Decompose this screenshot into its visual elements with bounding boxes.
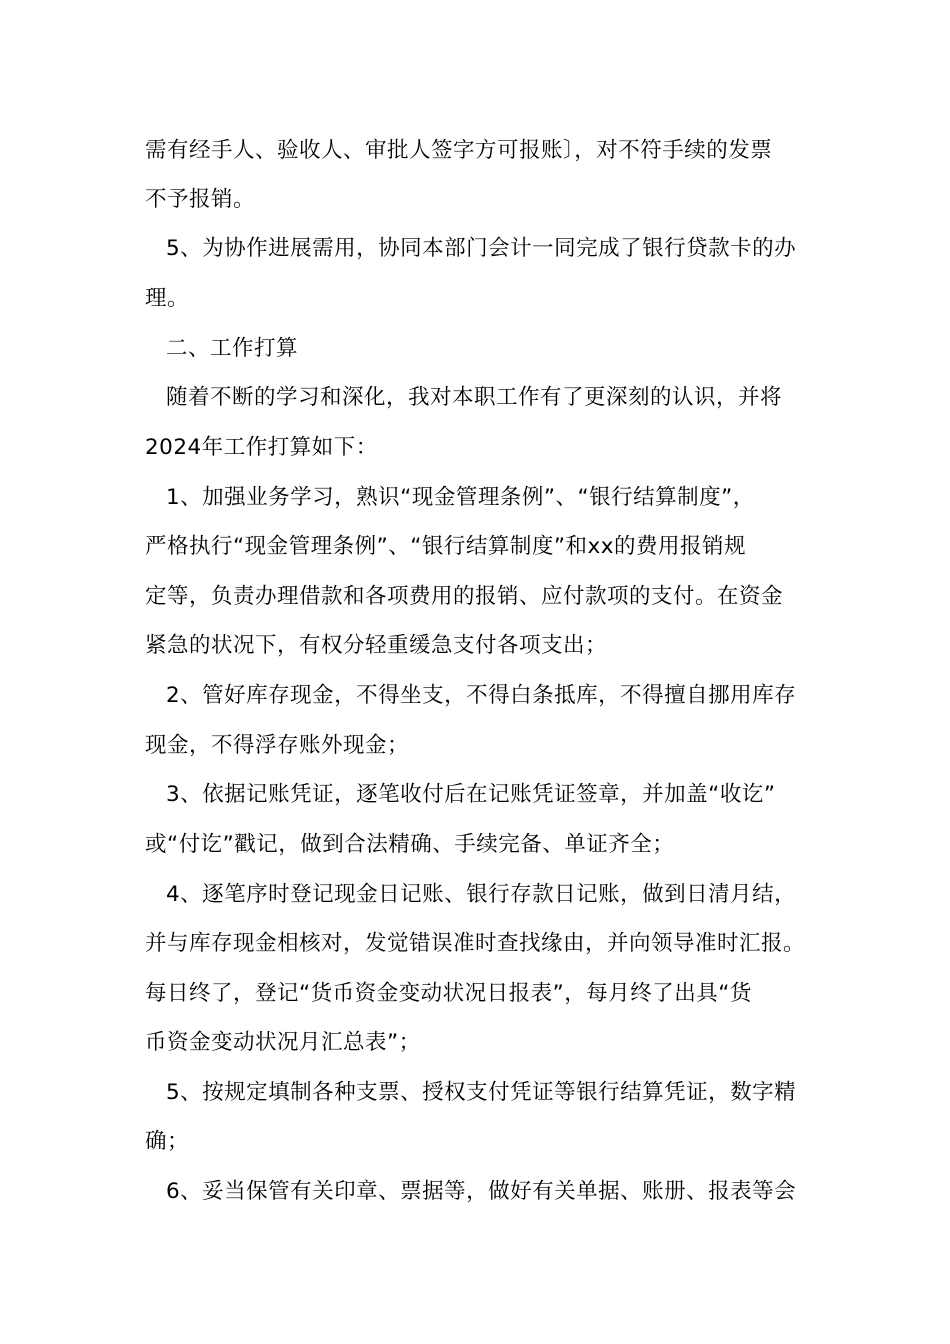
section-heading: 二、工作打算 [166,336,299,361]
text-line: 2024年工作打算如下： [145,435,378,460]
text-line: 理。 [145,286,190,311]
text-line: 5、按规定填制各种支票、授权支付凭证等银行结算凭证，数字精 [166,1080,797,1105]
text-line: 确； [145,1129,190,1154]
text-line: 4、逐笔序时登记现金日记账、银行存款日记账，做到日清月结， [166,882,797,907]
text-line: 币资金变动状况月汇总表”； [145,1030,421,1055]
text-line: 严格执行“现金管理条例”、“银行结算制度”和xx的费用报销规 [145,534,747,559]
text-line: 现金，不得浮存账外现金； [145,733,410,758]
text-line: 紧急的状况下，有权分轻重缓急支付各项支出； [145,633,608,658]
text-line: 或“付讫”戳记，做到合法精确、手续完备、单证齐全； [145,832,675,857]
text-line: 并与库存现金相核对，发觉错误准时查找缘由，并向领导准时汇报。 [145,931,806,956]
text-line: 3、依据记账凭证，逐笔收付后在记账凭证签章，并加盖“收讫” [166,782,776,807]
text-line: 不予报销。 [145,187,256,212]
text-line: 每日终了，登记“货币资金变动状况日报表”，每月终了出具“货 [145,981,752,1006]
text-line: 定等，负责办理借款和各项费用的报销、应付款项的支付。在资金 [145,584,784,609]
text-line: 5、为协作进展需用，协同本部门会计一同完成了银行贷款卡的办 [166,236,797,261]
text-line: 随着不断的学习和深化，我对本职工作有了更深刻的认识，并将 [166,385,783,410]
text-line: 2、管好库存现金，不得坐支，不得白条抵库，不得擅自挪用库存 [166,683,797,708]
text-line: 6、妥当保管有关印章、票据等，做好有关单据、账册、报表等会 [166,1179,797,1204]
text-line: 需有经手人、验收人、审批人签字方可报账〕，对不符手续的发票 [145,138,773,163]
text-line: 1、加强业务学习，熟识“现金管理条例”、“银行结算制度”， [166,485,755,510]
